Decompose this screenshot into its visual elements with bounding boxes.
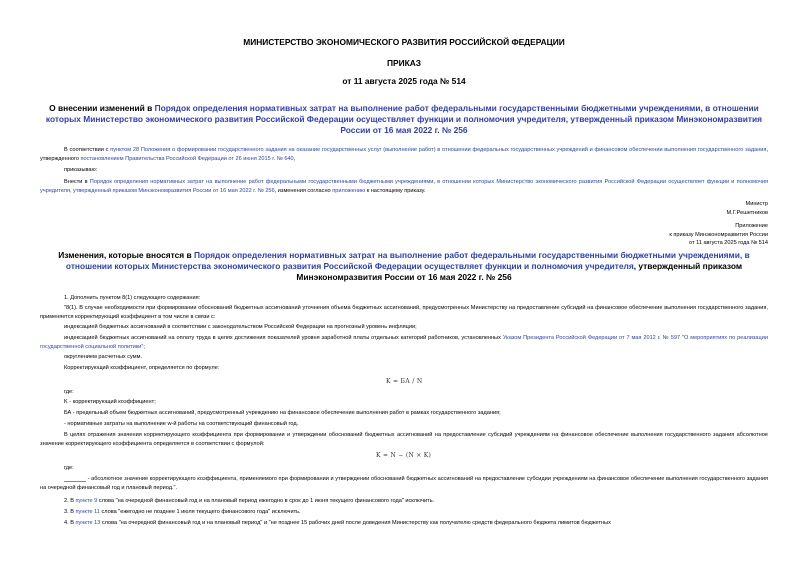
text: слова "на очередной финансовый год и на плановый период ежегодно в срок до 1 июня текущего финансового года" исключить. (97, 498, 435, 504)
quote-para-6: В целях отражения значения корректирующего коэффициента при формировании и утверждении обоснований бюджетных ассигнований на предоставление субсидий учреждениям на финансовое обеспечение выполнения государственного задания абсолютное значение корректирующего коэффициента определяется в соответствии с формулой: (40, 432, 768, 447)
signature-position: Министр (745, 201, 768, 207)
def-k-abs (40, 475, 768, 492)
ministry-name: МИНИСТЕРСТВО ЭКОНОМИЧЕСКОГО РАЗВИТИЯ РОССИЙСКОЙ ФЕДЕРАЦИИ (243, 37, 565, 47)
preamble-order-word: приказываю: (64, 167, 98, 173)
formula-1: K = БА / N (386, 378, 423, 385)
appendix-date: от 11 августа 2025 года № 514 (688, 240, 768, 247)
quote-para-5: Корректирующий коэффициент, определяется по формуле: (64, 365, 220, 371)
item-2 (40, 497, 768, 506)
text: Изменения, которые вносятся в (58, 250, 194, 260)
link-government-decree[interactable]: постановлением Правительства Российской Федерации от 26 июня 2015 г. № 640 (80, 155, 294, 162)
text: , утвержденного (40, 147, 769, 162)
item-3 (40, 508, 768, 517)
text: ; (143, 343, 145, 350)
link-clause-13[interactable]: пункте 13 (75, 520, 101, 526)
text: 2. В (64, 498, 76, 504)
text: 3. В (64, 509, 76, 515)
quote-para-2: индексацией бюджетных ассигнований в соответствии с законодательством Российской Федерации на прогнозный уровень инфляции; (64, 324, 417, 330)
text: к настоящему приказу. (365, 187, 426, 194)
link-clause-9[interactable]: пункте 9 (75, 498, 98, 504)
quote-para-3 (40, 334, 768, 351)
text: индексацией бюджетных ассигнований на оплату труда в целях достижения показателей уровня заработной платы отдельных категорий работников, установленных (64, 335, 503, 341)
k-abs-symbol-icon (64, 475, 86, 482)
preamble-paragraph-1 (40, 146, 768, 163)
order-title (40, 103, 768, 137)
formula-2: K = N − (N × K) (376, 452, 432, 459)
text: Внести в (64, 179, 90, 185)
appendix-order: к приказу Минэкономразвития России (669, 231, 768, 238)
signature-block (727, 200, 769, 217)
order-title-prefix: О внесении изменений в (49, 103, 155, 113)
doc-type: ПРИКАЗ (386, 58, 422, 68)
link-procedure[interactable]: Порядок определения нормативных затрат на выполнение работ федеральными государственными бюджетными учреждениями, в отношении которых Министерство экономического развития Российской Федерации осуществляет функции и полномочия учредителя, утвержденный приказом Минэкономразвития России от 16 мая 2022 г. № 256 (40, 179, 768, 194)
text: 4. В (64, 520, 76, 526)
preamble-paragraph-3 (40, 178, 768, 195)
text: В соответствии с (64, 147, 111, 153)
text: - абсолютное значение корректирующего коэффициента, применяемого при формировании и утверждении обоснований бюджетных ассигнований на предоставление субсидии учреждениям на финансовое обеспечение выполнения государственного задания на очередной финансовый год и плановый период.". (40, 476, 768, 491)
link-regulation-p28[interactable]: пунктом 28 Положения о формировании государственного задания на оказание государственных услуг (выполнение работ) в отношении федеральных государственных учреждений и финансовом обеспечении выполнения государственного задания (110, 147, 767, 153)
text: , изменения согласно (274, 187, 333, 194)
quote-para-1: "8(1). В случае необходимости при формировании обоснований бюджетных ассигнований уточнения объема бюджетных ассигнований, предусмотренных Министерству на предоставление субсидий на финансовое обеспечение выполнения государственного задания, применяется корректирующий коэффициент в том числе в связи с: (40, 305, 768, 320)
text: слова "на очередной финансовый год и на плановый период" и "не позднее 15 рабочих дней после доведения Министерству как получателю средств федерального бюджета лимитов бюджетных (100, 520, 611, 526)
text: , (293, 155, 296, 162)
doc-date-number: от 11 августа 2025 года № 514 (342, 76, 466, 86)
appendix-label: Приложение (735, 223, 768, 229)
order-title-link[interactable]: Порядок определения нормативных затрат на выполнение работ федеральными государственными бюджетными учреждениями, в отношении которых Министерство экономического развития Российской Федерации осуществляет функции и полномочия учредителя, утвержденный приказом Минэкономразвития России от 16 мая 2022 г. № 256 (45, 103, 763, 136)
signature-name: М.Г.Решетников (726, 209, 768, 216)
def-ba: БА - предельный объем бюджетных ассигнований, предусмотренный учреждению на финансовое обеспечение выполнения работ в рамках государственного задания; (64, 410, 501, 416)
text: , утвержденный приказом Минэкономразвития России от 16 мая 2022 г. № 256 (296, 261, 743, 283)
changes-title-link[interactable]: Порядок определения нормативных затрат на выполнение работ федеральными государственными бюджетными учреждениями, в отношении которых Министерства экономического развития Российской Федерации осуществляет функции и полномочия учредителя (65, 250, 750, 272)
quote-para-4: округлением расчетных сумм. (64, 354, 143, 360)
link-appendix[interactable]: приложению (332, 187, 366, 194)
def-k: K - корректирующий коэффициент; (64, 399, 156, 405)
changes-title (40, 250, 768, 284)
text: слова "ежегодно не позднее 1 июля текущего финансового года" исключить. (99, 509, 301, 515)
item-4 (40, 519, 768, 528)
appendix-block (669, 222, 768, 248)
link-clause-11[interactable]: пункте 11 (75, 509, 100, 515)
where-2: где: (64, 465, 74, 471)
item-1: 1. Дополнить пунктом 8(1) следующего содержания: (64, 295, 201, 301)
link-presidential-decree[interactable]: Указом Президента Российской Федерации от 7 мая 2012 г. № 597 "О мероприятиях по реализации государственной социальной политики" (40, 335, 768, 350)
def-n: - нормативные затраты на выполнение w-й работы на соответствующий финансовый год. (64, 421, 299, 427)
where-1: где: (64, 389, 74, 395)
